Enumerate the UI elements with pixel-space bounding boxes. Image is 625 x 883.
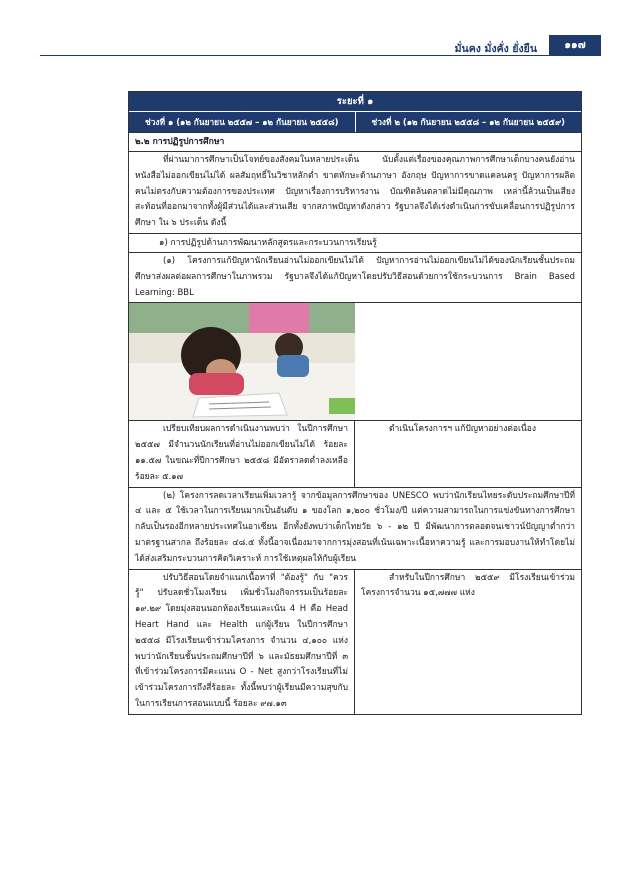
children-writing-photo: [129, 303, 355, 420]
header-rule: [40, 55, 601, 56]
page-number: ๑๑๗: [549, 35, 601, 55]
item1-result-row: [129, 421, 581, 487]
item2-next-step: สำหรับในปีการศึกษา ๒๕๕๙ มีโรงเรียนเข้าร่วมโครงการจำนวน ๑๕,๗๗๗ แห่ง: [361, 572, 575, 599]
intro-paragraph: ที่ผ่านมาการศึกษาเป็นโจทย์ของสังคมในหลายประเด็น นับตั้งแต่เรื่องของคุณภาพการศึกษาเด็กบางคนยังอ่านหนังสือไม่ออกเขียนไม่ได้ ผลสัมฤทธิ์ในวิชาหลักต่ำ ขาดทักษะด้านภาษา อังกฤษ ปัญหาการขาดแคลนครู ปัญหาการผลิตคนไม่ตรงกับความต้องการของประเทศ ปัญหาเรื่องการบริหารงาน บัณฑิตล้นตลาดไม่มีคุณภาพ เหล่านี้ล้วนเป็นเสียงสะท้อนที่ออกมาจากทั้งผู้มีส่วนได้และส่วนเสีย จากสภาพปัญหาดังกล่าว รัฐบาลจึงได้เร่งดำเนินการขับเคลื่อนการปฏิรูปการศึกษา ใน ๖ ประเด็น ดังนี้: [129, 152, 581, 234]
photo-row: [129, 303, 581, 421]
section-heading: ๒.๒ การปฏิรูปการศึกษา: [129, 133, 581, 152]
item2-result: ปรับวิธีสอนโดยจำแนกเนื้อหาที่ "ต้องรู้" กับ "ควรรู้" ปรับลดชั่วโมงเรียน เพิ่มชั่วโมงกิจกรรมเป็นร้อยละ ๑๙.๒๙ โดยมุ่งสอนนอกห้องเรียนและเน้น 4 H คือ Head Heart Hand และ Health แก่ผู้เรียน ในปีการศึกษา ๒๕๕๘ มีโรงเรียนเข้าร่วมโครงการ จำนวน ๔,๑๐๐ แห่ง พบว่านักเรียนชั้นประถมศึกษาปีที่ ๖ และมัธยมศึกษาปีที่ ๓ ที่เข้าร่วมโครงการมีคะแนน O - Net สูงกว่าโรงเรียนที่ไม่เข้าร่วมโครงการถึงสี่ร้อยละ ทั้งนี้พบว่าผู้เรียนมีความสุขกับในการเรียนการสอนแบบนี้ ร้อยละ ๙๗.๑๓: [129, 570, 355, 714]
reform-table: [128, 91, 582, 715]
phase-title: ระยะที่ ๑: [129, 92, 581, 111]
period-header: [129, 111, 581, 133]
item1-paragraph: (๑) โครงการแก้ปัญหานักเรียนอ่านไม่ออกเขียนไม่ได้ ปัญหาการอ่านไม่ออกเขียนไม่ได้ของนักเรียนชั้นประถมศึกษาส่งผลต่อผลการศึกษาในภาพรวม รัฐบาลจึงได้แก้ปัญหาโดยปรับวิธีสอนด้วยการใช้กระบวนการ Brain Based Learning: BBL: [129, 253, 581, 303]
item2-result-row: [129, 570, 581, 714]
period-2: ช่วงที่ ๒ (๑๒ กันยายน ๒๕๕๘ – ๑๒ กันยายน ๒๕๕๙): [371, 117, 565, 127]
item1-result: เปรียบเทียบผลการดำเนินงานพบว่า ในปีการศึกษา ๒๕๕๗ มีจำนวนนักเรียนที่อ่านไม่ออกเขียนไม่ได้ ร้อยละ ๑๑.๕๗ ในขณะที่ปีการศึกษา ๒๕๕๘ มีอัตราลดต่ำลงเหลือร้อยละ ๕.๑๗: [129, 421, 355, 486]
subsection-heading: ๑) การปฏิรูปด้านการพัฒนาหลักสูตรและกระบวนการเรียนรู้: [129, 234, 581, 253]
photo-illustration: [129, 303, 355, 420]
item1-next-step: ดำเนินโครงการฯ แก้ปัญหาอย่างต่อเนื่อง: [389, 424, 536, 435]
item2-paragraph: (๒) โครงการลดเวลาเรียนเพิ่มเวลารู้ จากข้อมูลการศึกษาของ UNESCO พบว่านักเรียนไทยระดับประถมศึกษาปีที่ ๔ และ ๕ ใช้เวลาในการเรียนมากเป็นอันดับ ๑ ของโลก ๑,๒๐๐ ชั่วโมง/ปี แต่ความสามารถในการแข่งขันทางการศึกษากลับเป็นรองอีกหลายประเทศในอาเซียน อีกทั้งยังพบว่าเด็กไทยวัย ๖ - ๑๒ ปี มีพัฒนาการตลอดจนเชาวน์ปัญญาต่ำกว่ามาตรฐานสากล ถึงร้อยละ ๔๘.๕ ทั้งนี้อาจเนื่องมาจากการมุ่งสอนที่เน้นเฉพาะเนื้อหาความรู้ และการมอบงานให้ทำโดยไม่ได้ส่งเสริมกระบวนการคิดวิเคราะห์ การใช้เหตุผลให้กับผู้เรียน: [129, 488, 581, 570]
period-1: ช่วงที่ ๑ (๑๒ กันยายน ๒๕๕๗ – ๑๒ กันยายน ๒๕๕๘): [129, 112, 356, 132]
running-title: มั่นคง มั่งคั่ง ยั่งยืน: [454, 43, 537, 55]
photo-row-blank: [355, 303, 581, 420]
